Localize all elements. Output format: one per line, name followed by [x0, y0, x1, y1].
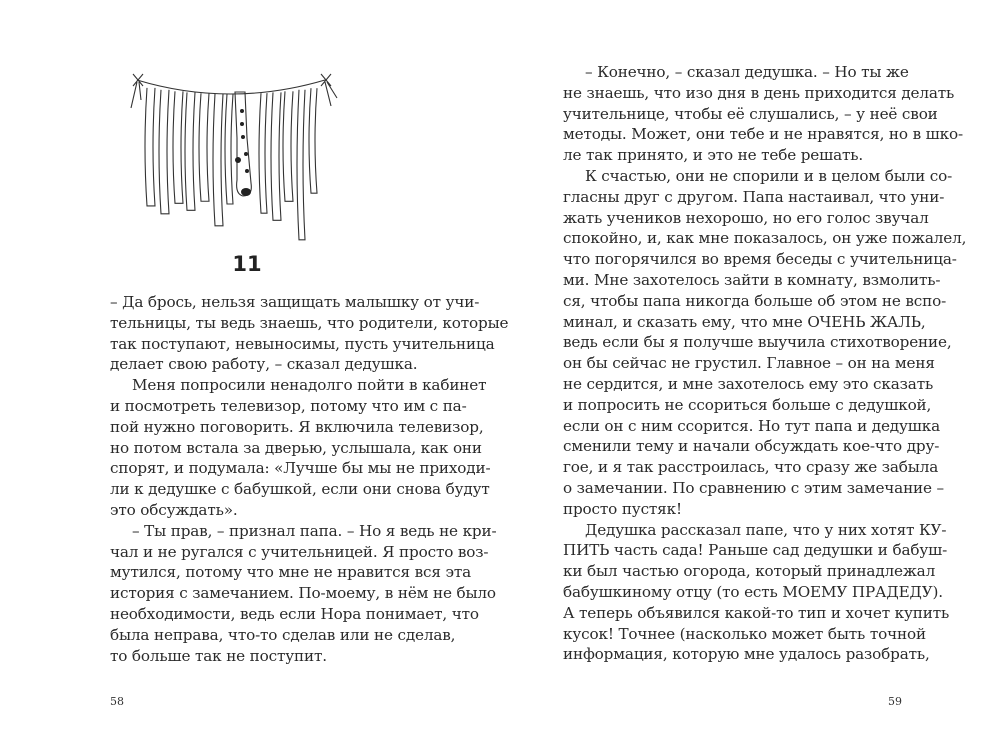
strip [213, 94, 223, 226]
text-line: ведь если бы я получше выучила стихотворение, [563, 333, 952, 352]
strip [145, 88, 155, 206]
right-page [500, 0, 1001, 747]
text-line: чал и не ругался с учительницей. Я просто воз- [110, 542, 489, 561]
text-line: о замечании. По сравнению с этим замечание – [563, 478, 944, 497]
text-line: если он с ним ссорится. Но тут папа и дедушка [563, 416, 941, 435]
text-line: не знаешь, что изо дня в день приходится делать [563, 83, 955, 102]
text-line: – Конечно, – сказал дедушка. – Но ты же [585, 63, 909, 81]
strip [173, 91, 183, 203]
text-line: и посмотреть телевизор, потому что им с па- [110, 396, 467, 415]
text-line: что погорячился во время беседы с учительница- [563, 250, 957, 269]
text-line: жать учеников нехорошо, но его голос звучал [563, 208, 929, 227]
text-line: Меня попросили ненадолго пойти в кабинет [132, 376, 487, 395]
text-line: сменили тему и начали обсуждать кое-что дру- [563, 437, 940, 456]
text-line: Дедушка рассказал папе, что у них хотят КУ- [585, 520, 947, 539]
text-line: информация, которую мне удалось разобрать, [563, 645, 930, 664]
text-line: гое, и я так расстроилась, что сразу же забыла [563, 458, 939, 477]
text-line: гласны друг с другом. Папа настаивал, что уни- [563, 187, 945, 206]
text-line: делает свою работу, – сказал дедушка. [110, 355, 418, 374]
text-line: ПИТЬ часть сада! Раньше сад дедушки и бабуш- [563, 541, 948, 560]
text-line: была неправа, что-то сделав или не сделав, [110, 625, 456, 644]
text-line: и попросить не ссориться больше с дедушкой, [563, 395, 932, 414]
strip [297, 90, 305, 240]
text-line: ки был частью огорода, который принадлежал [563, 562, 936, 581]
strip [199, 93, 209, 201]
text-line: ми. Мне захотелось зайти в комнату, взмолить- [563, 270, 941, 289]
text-line: спорят, и подумала: «Лучше бы мы не приходи- [110, 459, 491, 478]
text-line: мутился, потому что мне не нравится вся эта [110, 563, 472, 582]
text-line: пой нужно поговорить. Я включила телевизор, [110, 417, 484, 436]
text-line: – Да брось, нельзя защищать малышку от учи- [110, 293, 480, 311]
page-number: 59 [888, 695, 902, 708]
text-line: то больше так не поступит. [110, 646, 327, 665]
text-line: это обсуждать». [110, 500, 238, 519]
right-page-text [563, 62, 967, 665]
strip [309, 88, 317, 193]
strip [271, 92, 281, 220]
text-line: но потом встала за дверью, услышала, как они [110, 438, 482, 457]
text-line: минал, и сказать ему, что мне ОЧЕНЬ ЖАЛЬ, [563, 312, 926, 331]
text-line: методы. Может, они тебе и не нравятся, но в шко- [563, 125, 963, 144]
page-number: 58 [110, 695, 124, 708]
text-line: просто пустяк! [563, 499, 682, 518]
strip [259, 93, 267, 213]
text-line: он бы сейчас не грустил. Главное – он на меня [563, 354, 935, 373]
chapter-number: 11 [232, 252, 262, 276]
text-line: ле так принято, и это не тебе решать. [563, 146, 864, 165]
text-line: ли к дедушке с бабушкой, если они снова будут [110, 480, 490, 499]
text-line: А теперь объявился какой-то тип и хочет купить [563, 603, 950, 622]
text-line: спокойно, и, как мне показалось, он уже пожалел, [563, 229, 967, 248]
text-line: необходимости, ведь если Нора понимает, что [110, 604, 479, 623]
strip [225, 94, 233, 204]
text-line: К счастью, они не спорили и в целом были со- [585, 166, 953, 185]
text-line: не сердится, и мне захотелось ему это сказать [563, 374, 934, 393]
left-page-text [110, 292, 509, 666]
text-line: кусок! Точнее (насколько может быть точной [563, 624, 926, 643]
text-line: ся, чтобы папа никогда больше об этом не вспо- [563, 291, 947, 310]
strip [185, 92, 195, 210]
text-line: бабушкиному отцу (то есть МОЕМУ ПРАДЕДУ). [563, 582, 943, 601]
text-line: учительнице, чтобы её слушались, – у неё свои [563, 104, 938, 123]
text-line: – Ты прав, – признал папа. – Но я ведь не кри- [132, 521, 497, 540]
text-line: так поступают, невыносимы, пусть учительница [110, 334, 495, 353]
strip [283, 91, 293, 201]
text-line: история с замечанием. По-моему, в нём не было [110, 584, 496, 603]
strip [159, 90, 169, 214]
text-line: тельницы, ты ведь знаешь, что родители, которые [110, 313, 509, 332]
hanging-strips-illustration [125, 68, 345, 248]
